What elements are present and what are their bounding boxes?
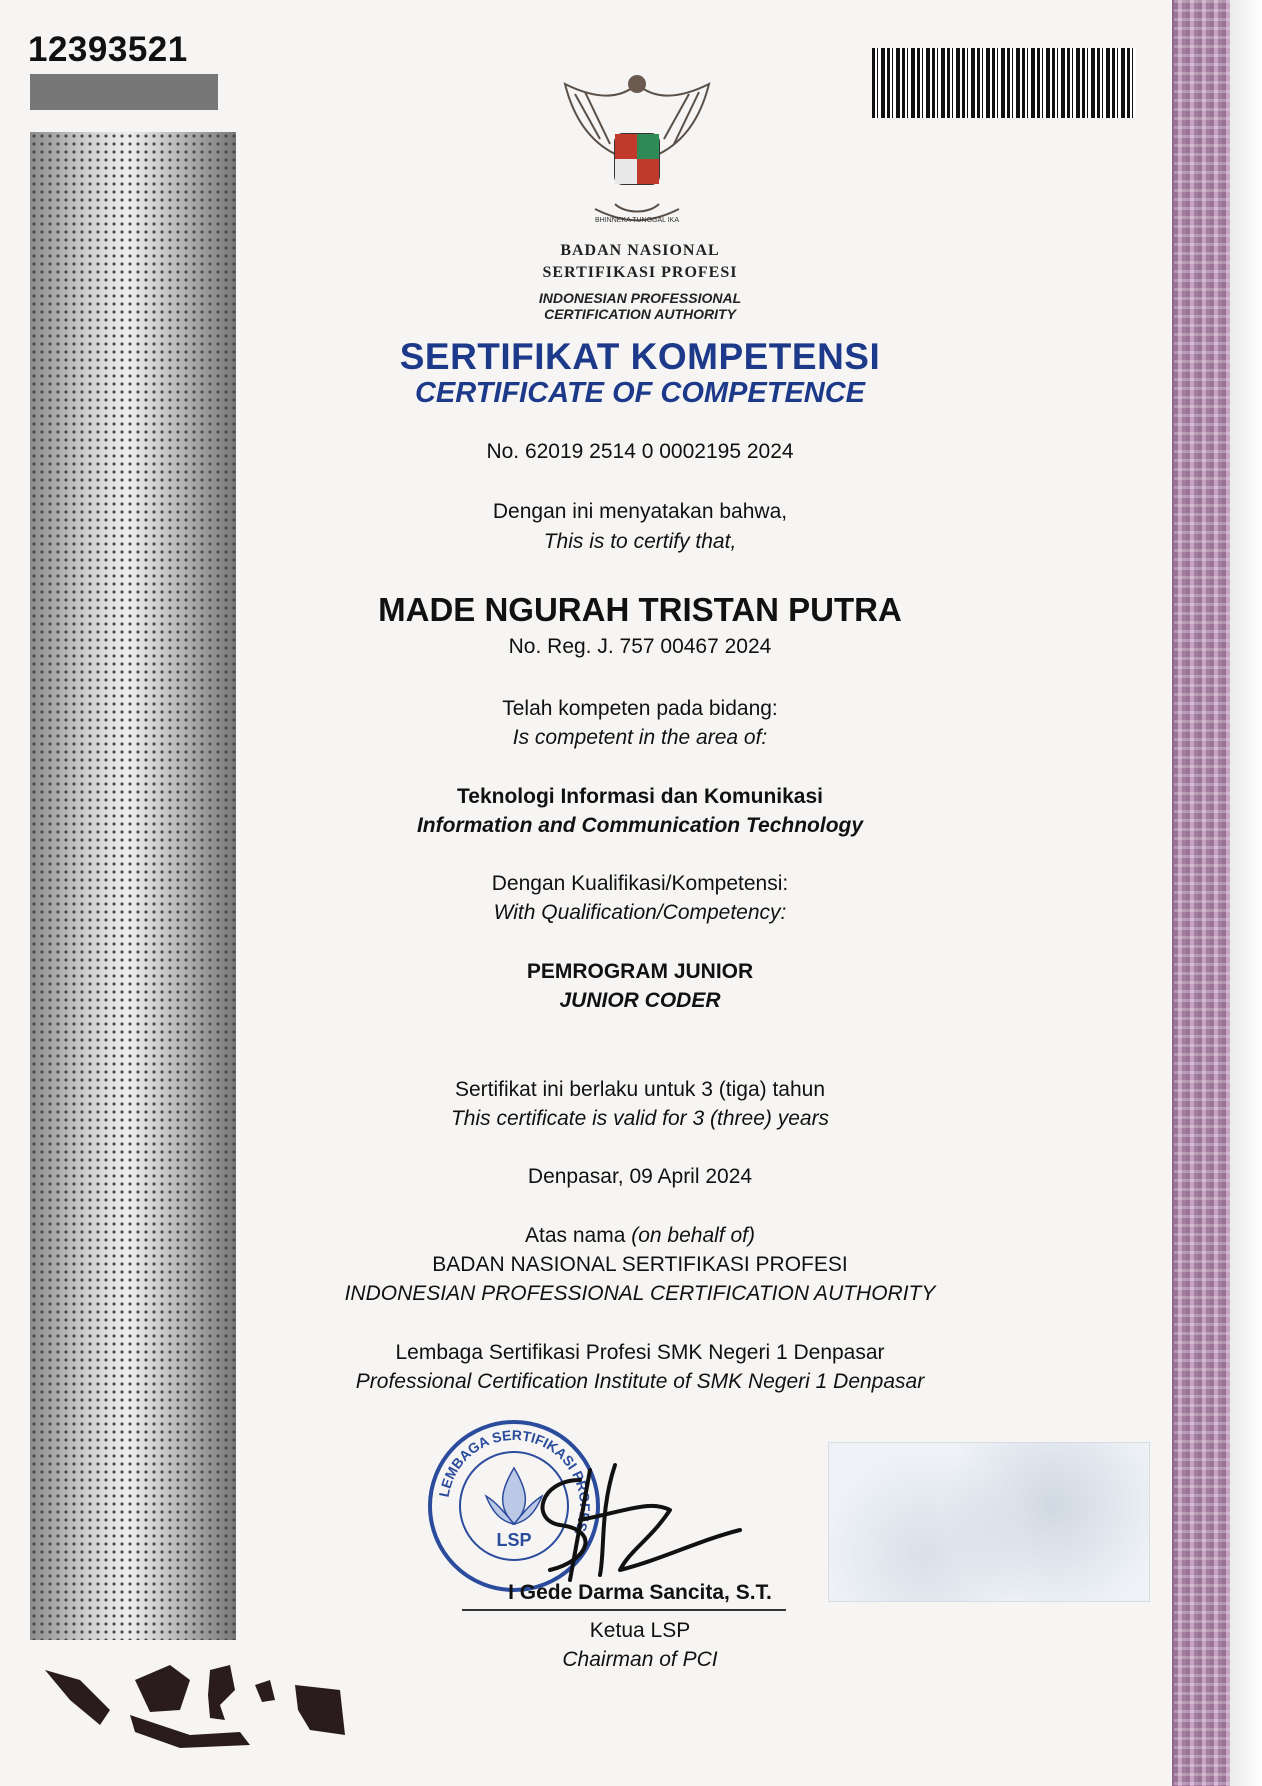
institute-en: Professional Certification Institute of SMK Negeri 1 Denpasar	[355, 1370, 925, 1393]
svg-text:LEMBAGA SERTIFIKASI PROFESI: LEMBAGA SERTIFIKASI PROFESI	[435, 1426, 594, 1539]
qualification-en: JUNIOR CODER	[559, 989, 721, 1012]
area-en: Information and Communication Technology	[416, 814, 864, 837]
security-pattern-band	[1172, 0, 1230, 1786]
on-behalf-line: Atas nama (on behalf of)	[525, 1224, 755, 1247]
statement-en: This is to certify that,	[543, 530, 737, 553]
barcode	[872, 48, 1136, 118]
serial-number: 12393521	[28, 30, 188, 69]
qualification-intro-id: Dengan Kualifikasi/Kompetensi:	[491, 872, 789, 895]
signatory-name: I Gede Darma Sancita, S.T.	[508, 1581, 772, 1604]
on-behalf-org-id: BADAN NASIONAL SERTIFIKASI PROFESI	[432, 1253, 848, 1276]
signatory-role-en: Chairman of PCI	[562, 1648, 718, 1671]
authority-name: BADAN NASIONAL SERTIFIKASI PROFESI	[542, 242, 738, 281]
place-date: Denpasar, 09 April 2024	[527, 1165, 753, 1188]
page-edge-shadow	[1226, 0, 1262, 1786]
authority-name-en: INDONESIAN PROFESSIONAL CERTIFICATION AUTHORITY	[538, 290, 742, 322]
qualification-intro-en: With Qualification/Competency:	[493, 901, 787, 924]
certificate-title: SERTIFIKAT KOMPETENSI	[399, 336, 881, 377]
hologram-strip	[30, 132, 236, 1640]
serial-underline	[30, 74, 218, 110]
holder-name: MADE NGURAH TRISTAN PUTRA	[378, 591, 902, 628]
institute-id: Lembaga Sertifikasi Profesi SMK Negeri 1 Denpasar	[395, 1341, 885, 1364]
on-behalf-org-en: INDONESIAN PROFESSIONAL CERTIFICATION AUTHORITY	[344, 1282, 936, 1305]
validity-id: Sertifikat ini berlaku untuk 3 (tiga) tahun	[454, 1078, 826, 1101]
validity-en: This certificate is valid for 3 (three) years	[450, 1107, 830, 1130]
certificate-number: No. 62019 2514 0 0002195 2024	[486, 440, 794, 463]
signature-line	[462, 1609, 786, 1611]
area-intro-en: Is competent in the area of:	[512, 726, 768, 749]
holder-registration: No. Reg. J. 757 00467 2024	[508, 635, 772, 658]
photo-area	[828, 1442, 1150, 1602]
qualification-id: PEMROGRAM JUNIOR	[526, 960, 754, 983]
signature	[520, 1450, 760, 1590]
signatory-role-id: Ketua LSP	[589, 1619, 691, 1642]
svg-text:BHINNEKA TUNGGAL IKA: BHINNEKA TUNGGAL IKA	[594, 217, 680, 224]
area-intro-id: Telah kompeten pada bidang:	[502, 697, 778, 720]
certificate-subtitle: CERTIFICATE OF COMPETENCE	[414, 377, 866, 409]
statement-id: Dengan ini menyatakan bahwa,	[492, 500, 788, 523]
area-id: Teknologi Informasi dan Komunikasi	[457, 785, 823, 808]
svg-text:LSP: LSP	[496, 1530, 532, 1550]
garuda-emblem-icon	[555, 64, 719, 234]
